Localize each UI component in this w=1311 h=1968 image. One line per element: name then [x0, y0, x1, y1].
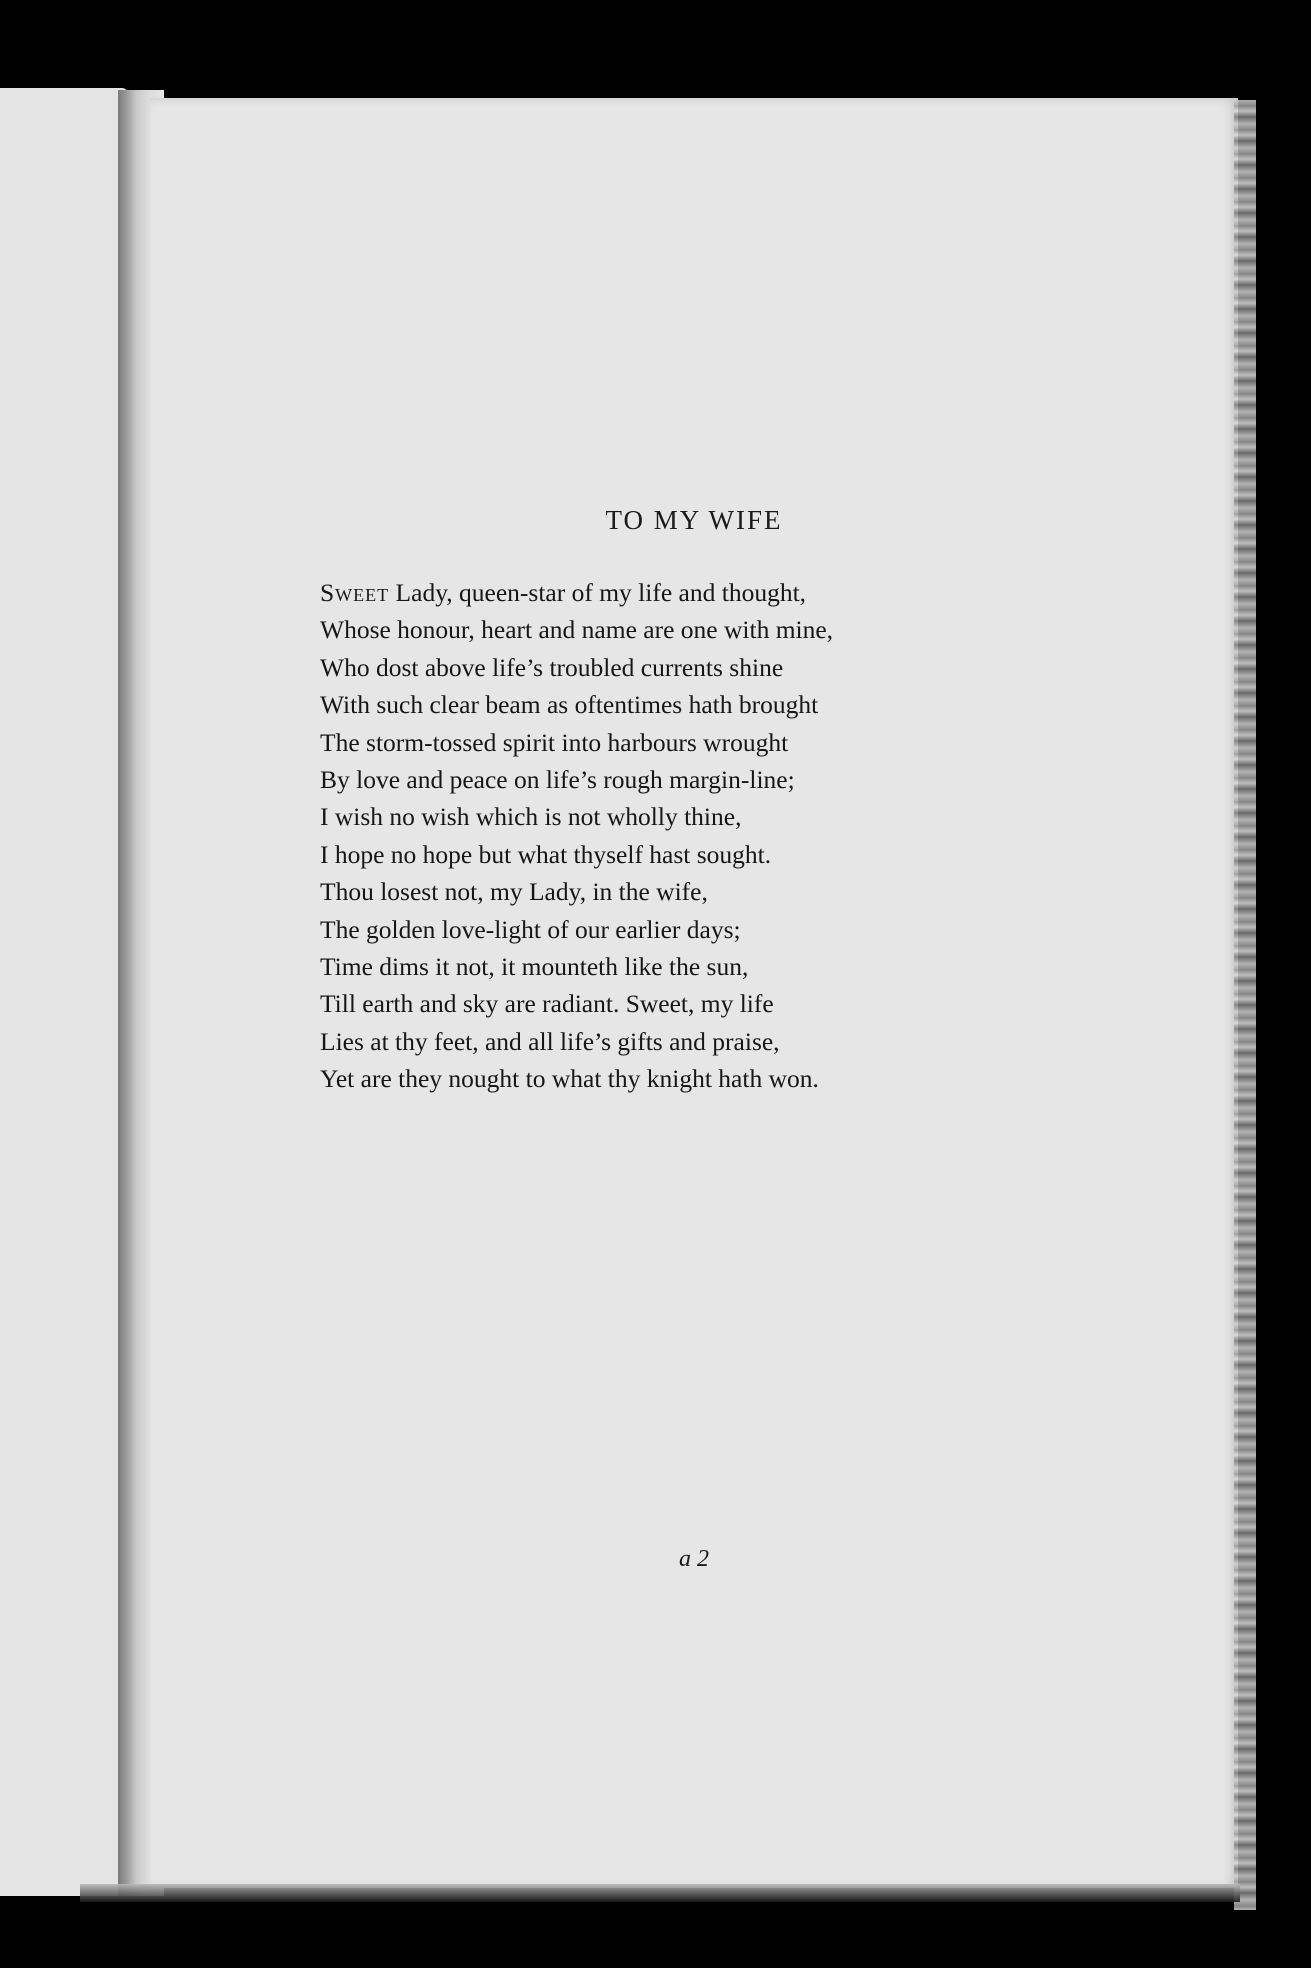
poem-body: [320, 574, 833, 1098]
poem-line: The golden love-light of our earlier days;: [320, 914, 741, 944]
poem-line: [320, 574, 833, 611]
poem-line: I hope no hope but what thyself hast sought.: [320, 839, 772, 869]
facing-page-edge: [0, 88, 128, 1896]
poem-first-line-rest: Lady, queen-star of my life and thought,: [389, 578, 807, 607]
poem-line: Time dims it not, it mounteth like the sun,: [320, 952, 749, 982]
page-bottom-edge: [80, 1884, 1240, 1902]
page-right-edge: [1234, 100, 1256, 1910]
poem-line: With such clear beam as oftentimes hath brought: [320, 690, 819, 720]
poem-line: Whose honour, heart and name are one with mine,: [320, 615, 834, 645]
poem-line: Lies at thy feet, and all life’s gifts and praise,: [320, 1026, 780, 1056]
poem-line: Till earth and sky are radiant. Sweet, my life: [320, 989, 774, 1019]
page-signature: a 2: [679, 1546, 709, 1572]
poem-line: Yet are they nought to what thy knight hath won.: [320, 1064, 819, 1094]
poem-line: Thou losest not, my Lady, in the wife,: [320, 877, 708, 907]
poem-line: By love and peace on life’s rough margin-line;: [320, 765, 795, 795]
poem-first-word: Sweet: [320, 578, 390, 607]
poem-title: TO MY WIFE: [605, 505, 783, 535]
poem-line: The storm-tossed spirit into harbours wrought: [320, 727, 789, 757]
poem-line: I wish no wish which is not wholly thine,: [320, 802, 742, 832]
poem-line: Who dost above life’s troubled currents shine: [320, 652, 784, 682]
